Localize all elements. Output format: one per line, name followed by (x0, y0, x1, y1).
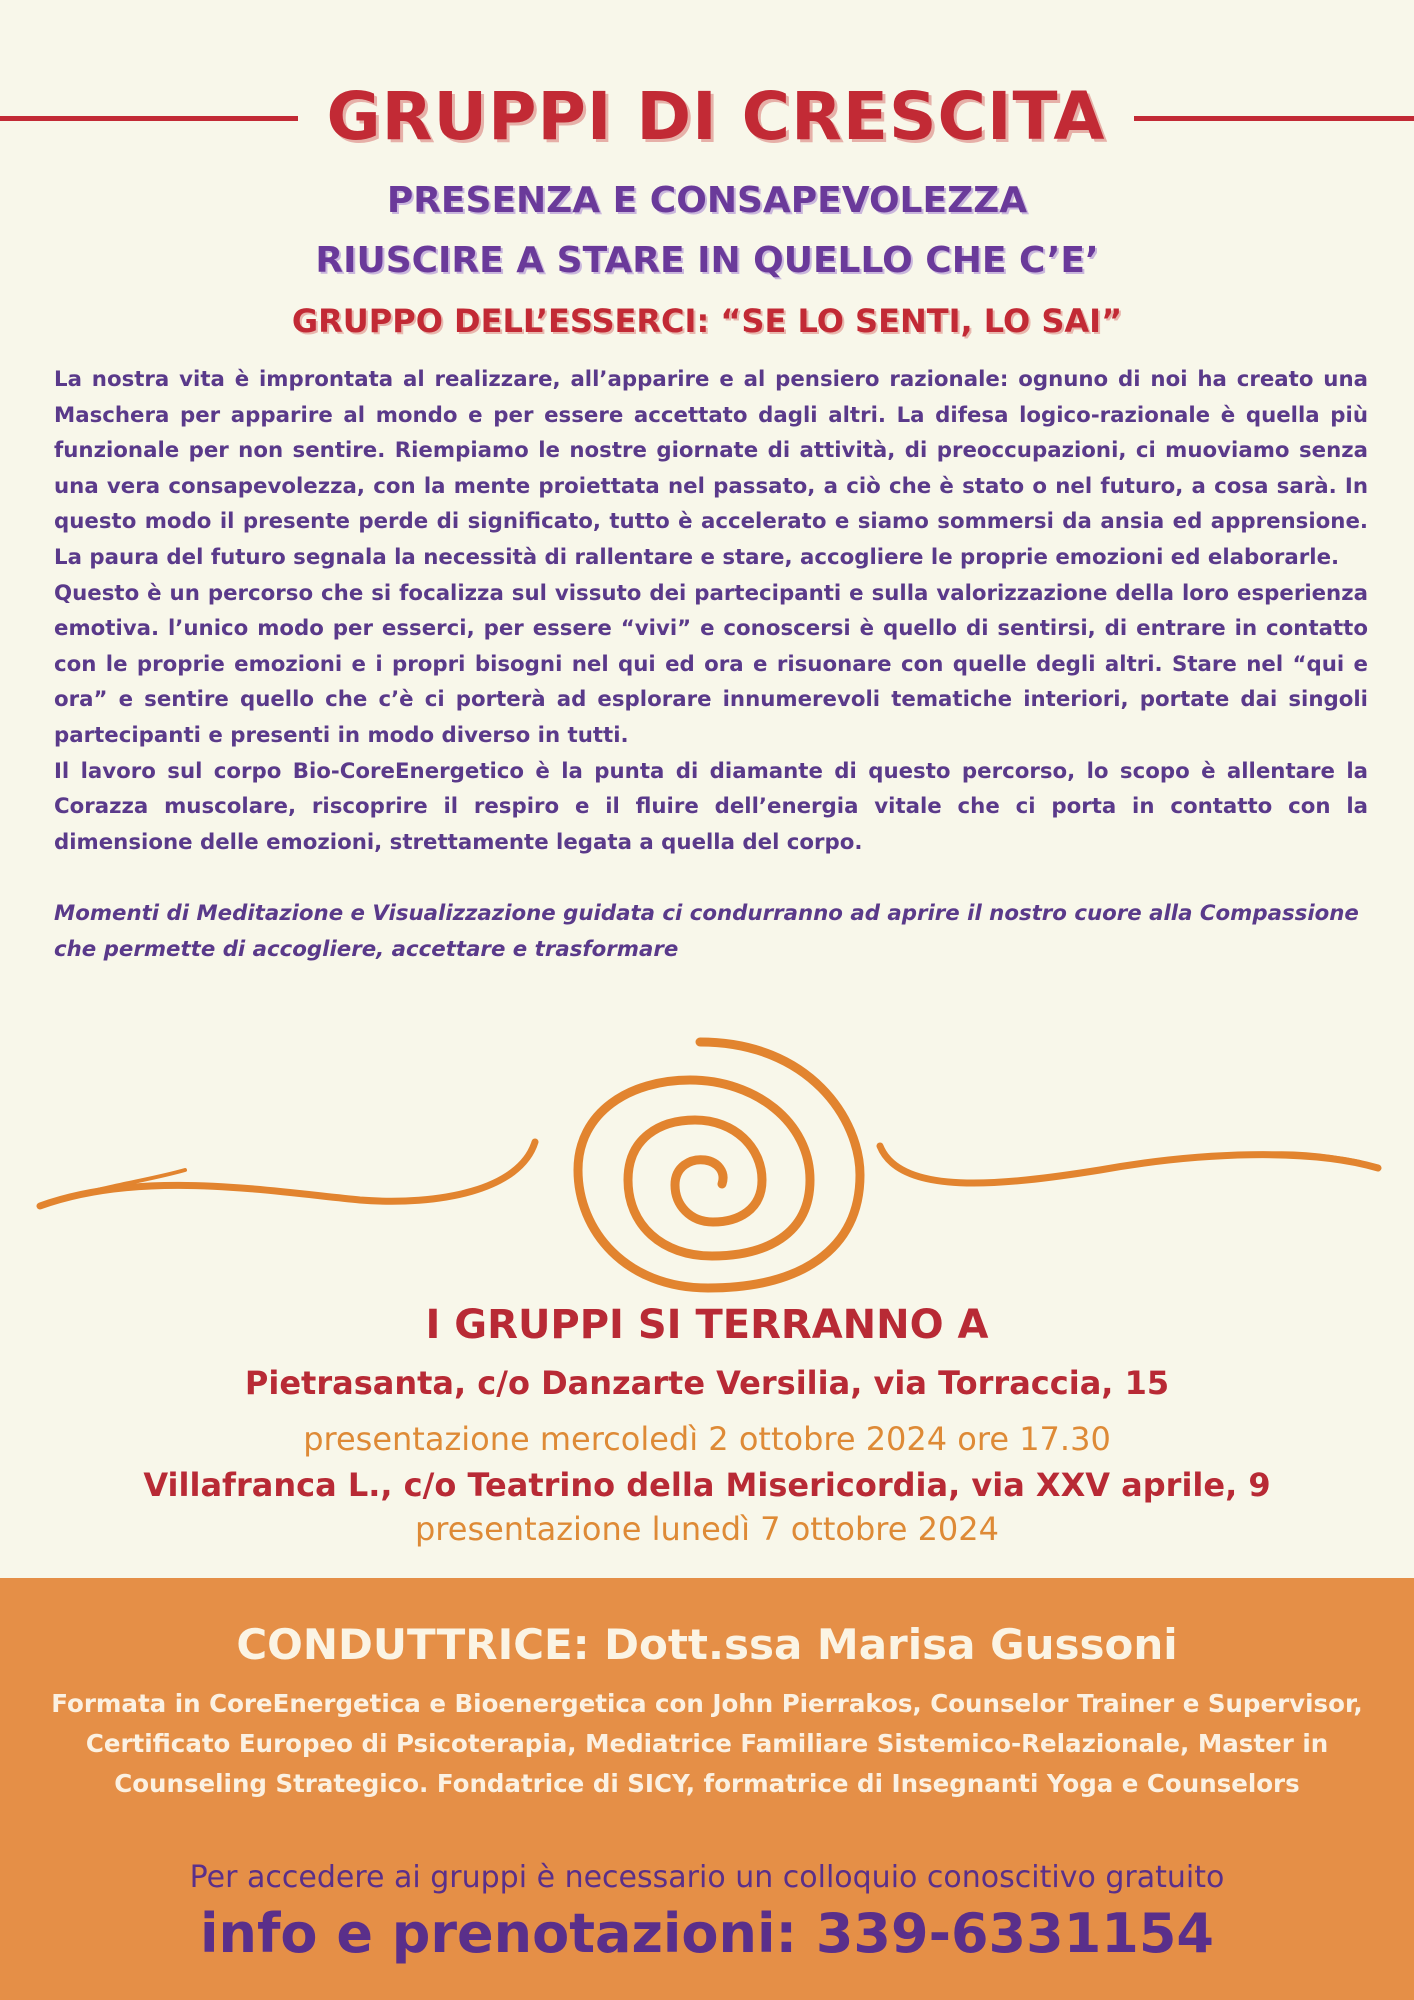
title-divider-right (1134, 116, 1414, 121)
left-swash (40, 1142, 535, 1206)
footer-panel (0, 1578, 1414, 2000)
body-paragraph-1: La nostra vita è improntata al realizzare, all’apparire e al pensiero razionale: ognuno di noi ha creato una Maschera per apparire al mondo e per essere accettato dagli altri. La difesa logico-razionale è quella più funzionale per non sentire. Riempiamo le nostre giornate di attività, di preoccupazioni, ci muoviamo senza una vera consapevolezza, con la mente proiettata nel passato, a ciò che è stato o nel futuro, a cosa sarà. In questo modo il presente perde di significato, tutto è accelerato e siamo sommersi da ansia ed apprensione. La paura del futuro segnala la necessità di rallentare e stare, accogliere le proprie emozioni ed elaborarle. (54, 367, 1368, 570)
date-villafranca: presentazione lunedì 7 ottobre 2024 (414, 1510, 999, 1548)
body-text (54, 362, 1368, 967)
body-paragraph-3: Il lavoro sul corpo Bio-CoreEnergetico è la punta di diamante di questo percorso, lo scopo è allentare la Corazza muscolare, riscoprire il respiro e il fluire dell’energia vitale che ci porta in contatto con la dimensione delle emozioni, strettamente legata a quella del corpo. (54, 758, 1368, 855)
body-paragraph-2: Questo è un percorso che si focalizza sul vissuto dei partecipanti e sulla valorizzazione della loro esperienza emotiva. l’unico modo per esserci, per essere “vivi” e conoscersi è quello di sentirsi, di entrare in contatto con le proprie emozioni e i propri bisogni nel qui ed ora e risuonare con quelle degli altri. Stare nel “qui e ora” e sentire quello che c’è ci porterà ad esplorare innumerevoli tematiche interiori, portate dai singoli partecipanti e presenti in modo diverso in tutti. (54, 580, 1368, 748)
spiral (578, 1042, 860, 1288)
access-note: Per accedere ai gruppi è necessario un colloquio conoscitivo gratuito (189, 1860, 1225, 1895)
subtitle-gruppo-esserci: GRUPPO DELL’ESSERCI: “SE LO SENTI, LO SAI” (291, 302, 1123, 340)
subtitle-riuscire: RIUSCIRE A STARE IN QUELLO CHE C’E’ (315, 240, 1099, 281)
spiral-flourish-icon (0, 1030, 1414, 1300)
date-pietrasanta: presentazione mercoledì 2 ottobre 2024 ore 17.30 (303, 1420, 1111, 1458)
conductor-title: CONDUTTRICE: Dott.ssa Marisa Gussoni (236, 1620, 1178, 1669)
body-paragraph-meditation: Momenti di Meditazione e Visualizzazione guidata ci condurranno ad aprire il nostro cuore alla Compassione che permette di accogliere, accettare e trasformare (54, 900, 1359, 962)
right-swash (880, 1146, 1378, 1183)
subtitle-presenza: PRESENZA E CONSAPEVOLEZZA (386, 180, 1028, 221)
location-title: I GRUPPI SI TERRANNO A (425, 1302, 989, 1348)
page-title: GRUPPI DI CRESCITA (326, 78, 1106, 155)
venue-villafranca: Villafranca L., c/o Teatrino della Misericordia, via XXV aprile, 9 (143, 1466, 1271, 1504)
conductor-description: Formata in CoreEnergetica e Bioenergetica con John Pierrakos, Counselor Trainer e Supervisor, Certificato Europeo di Psicoterapia, Mediatrice Familiare Sistemico-Relazionale, Master in Counseling Strategico. Fondatrice di SICY, formatrice di Insegnanti Yoga e Counselors (51, 1689, 1363, 1798)
title-row (0, 72, 1414, 162)
venue-pietrasanta: Pietrasanta, c/o Danzarte Versilia, via Torraccia, 15 (244, 1364, 1170, 1402)
contact-phone[interactable]: info e prenotazioni: 339-6331154 (199, 1902, 1214, 1965)
title-divider-left (0, 116, 298, 121)
